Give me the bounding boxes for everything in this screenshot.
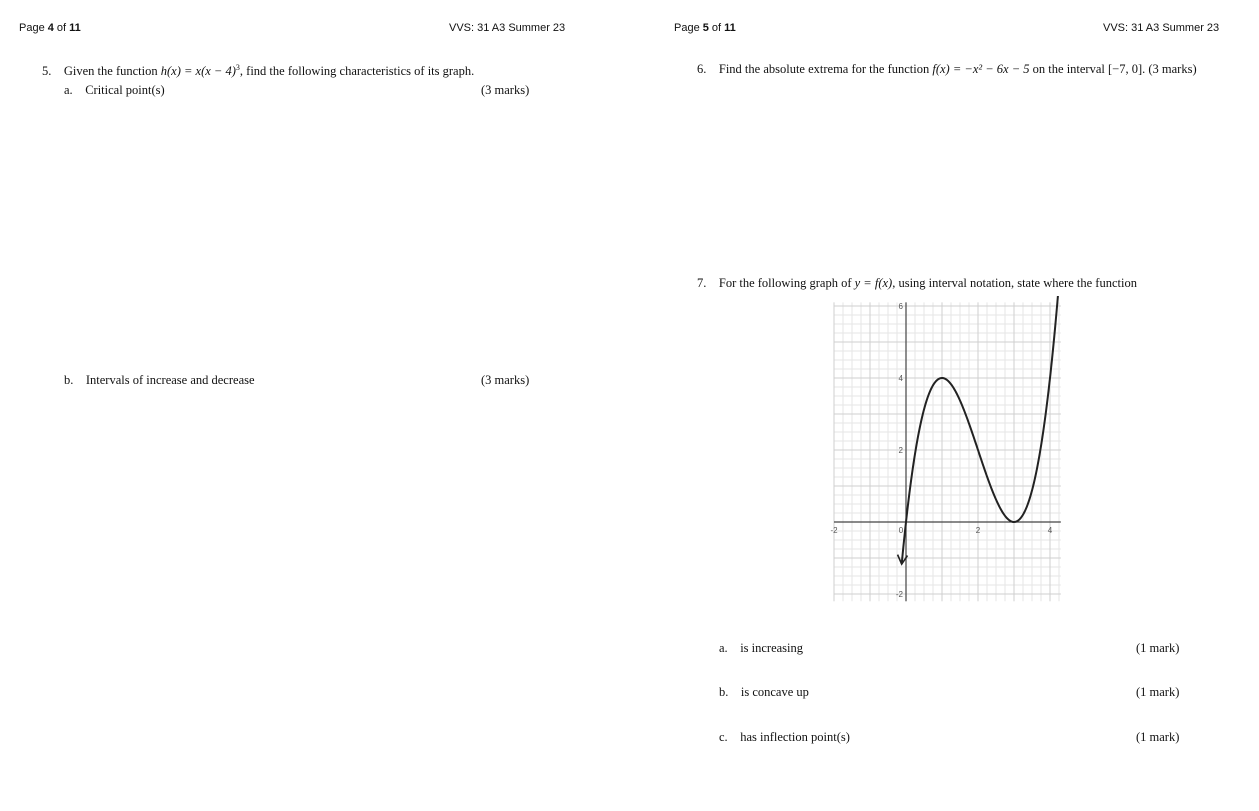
interval-expression: [−7, 0] [1108,62,1143,76]
marks-label: (1 mark) [1136,730,1180,744]
question-7 [697,276,1137,291]
question-6 [697,62,1197,77]
part-b [64,373,255,388]
x-tick-label: -2 [830,526,838,535]
grid-major [834,302,1061,601]
page-number: Page 4 of 11 [19,22,81,34]
x-tick-label: 0 [898,526,904,535]
course-label: VVS: 31 A3 Summer 23 [449,22,566,34]
x-tick-label: 2 [975,526,981,535]
question-text-end: , find the following characteristics of its graph. [239,64,475,79]
question-text-end: , using interval notation, state where the function [892,276,1137,290]
question-number: 5. [42,64,52,79]
course-label: VVS: 31 A3 Summer 23 [1103,22,1220,34]
part-label: has inflection point(s) [740,730,850,744]
function-expression: y = f(x) [854,276,893,290]
part-letter: b. [719,685,729,699]
part-label: is increasing [740,641,804,655]
question-text: Find the absolute extrema for the function [718,62,933,76]
question-number: 7. [697,276,707,290]
part-b [719,685,809,700]
function-expression: h(x) = x(x − 4) [160,64,236,79]
function-graph [826,296,1070,612]
part-label: is concave up [740,685,809,699]
part-letter: a. [719,641,728,655]
y-tick-label: 6 [898,302,903,311]
part-letter: a. [64,83,73,97]
part-letter: b. [64,373,74,387]
curve-layer [898,296,1064,564]
marks-label: (1 mark) [1136,685,1180,699]
part-letter: c. [719,730,728,744]
part-c [719,730,850,745]
grid-minor [834,302,1061,601]
function-curve [902,296,1059,564]
page-number: Page 5 of 11 [674,22,736,34]
question-text-end: . (3 marks) [1142,62,1197,76]
right-page [630,0,1259,811]
question-number: 6. [697,62,707,76]
question-text: For the following graph of [718,276,855,290]
function-exponent: 3 [235,63,240,72]
axes [834,302,1061,601]
part-a [64,83,165,98]
marks-label: (3 marks) [481,373,530,387]
y-tick-label: 2 [898,446,903,455]
x-tick-label: 4 [1047,526,1053,535]
y-tick-label: -2 [895,590,903,599]
part-label: Intervals of increase and decrease [85,373,255,387]
question-5 [42,63,474,79]
part-label: Critical point(s) [85,83,165,97]
function-expression: f(x) = −x² − 6x − 5 [932,62,1030,76]
marks-label: (3 marks) [481,83,530,97]
marks-label: (1 mark) [1136,641,1180,655]
y-tick-label: 4 [898,374,903,383]
part-a [719,641,803,656]
question-text-mid: on the interval [1029,62,1108,76]
question-text: Given the function [63,64,161,79]
